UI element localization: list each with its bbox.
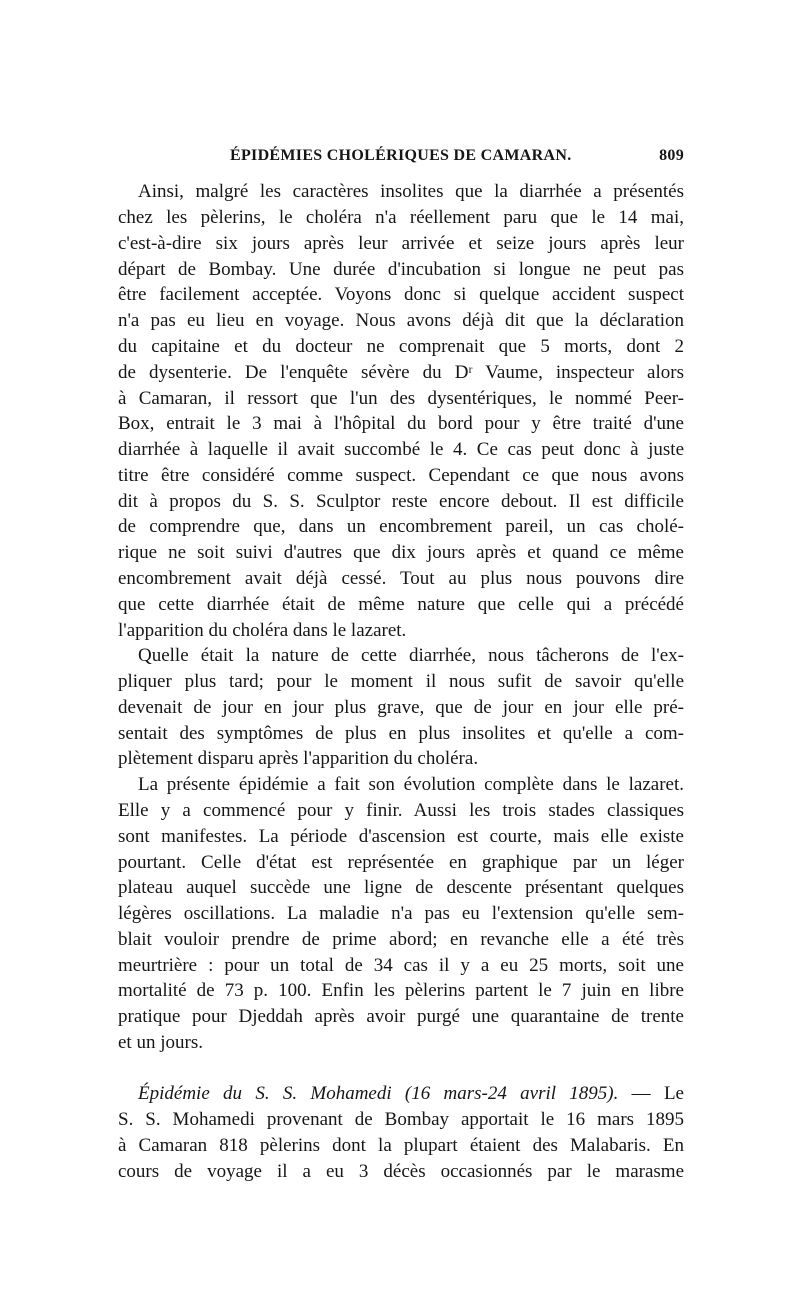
section-heading-line — [138, 1081, 684, 1107]
text-line: de dysenterie. De l'enquête sévère du Dʳ Vaume, inspecteur alors — [118, 362, 684, 383]
text-line: départ de Bombay. Une durée d'incubation si longue ne peut pas — [118, 259, 684, 280]
text-line: n'a pas eu lieu en voyage. Nous avons déjà dit que la déclaration — [118, 310, 684, 331]
text-line: pourtant. Celle d'état est représentée en graphique par un léger — [118, 852, 684, 873]
text-line: c'est-à-dire six jours après leur arrivée et seize jours après leur — [118, 233, 684, 254]
text-line: diarrhée à laquelle il avait succombé le 4. Ce cas peut donc à juste — [118, 439, 684, 460]
text-line: à Camaran, il ressort que l'un des dysentériques, le nommé Peer- — [118, 388, 684, 409]
text-line: de comprendre que, dans un encombrement pareil, un cas cholé- — [118, 516, 684, 537]
text-line: encombrement avait déjà cessé. Tout au plus nous pouvons dire — [118, 568, 684, 589]
text-line: pliquer plus tard; pour le moment il nous sufit de savoir qu'elle — [118, 671, 684, 692]
text-line: plètement disparu après l'apparition du choléra. — [118, 748, 479, 769]
text-line: mortalité de 73 p. 100. Enfin les pèlerins partent le 7 juin en libre — [118, 980, 684, 1001]
text-line: légères oscillations. La maladie n'a pas eu l'extension qu'elle sem- — [118, 903, 684, 924]
running-head: ÉPIDÉMIES CHOLÉRIQUES DE CAMARAN. — [230, 147, 572, 164]
page-header — [118, 143, 684, 171]
text-line: blait vouloir prendre de prime abord; en revanche elle a été très — [118, 929, 684, 950]
text-line: cours de voyage il a eu 3 décès occasionnés par le marasme — [118, 1161, 684, 1182]
text-line: titre être considéré comme suspect. Cependant ce que nous avons — [118, 465, 684, 486]
heading-continuation: — Le — [618, 1083, 684, 1104]
text-line: chez les pèlerins, le choléra n'a réellement paru que le 14 mai, — [118, 207, 684, 228]
text-line: que cette diarrhée était de même nature que celle qui a précédé — [118, 594, 684, 615]
text-line: du capitaine et du docteur ne comprenait que 5 morts, dont 2 — [118, 336, 684, 357]
text-line: sont manifestes. La période d'ascension est courte, mais elle existe — [118, 826, 684, 847]
text-line: à Camaran 818 pèlerins dont la plupart étaient des Malabaris. En — [118, 1135, 684, 1156]
text-line: plateau auquel succède une ligne de descente présentant quelques — [118, 877, 684, 898]
text-line: pratique pour Djeddah après avoir purgé une quarantaine de trente — [118, 1006, 684, 1027]
text-line: S. S. Mohamedi provenant de Bombay apportait le 16 mars 1895 — [118, 1109, 684, 1130]
text-line: Quelle était la nature de cette diarrhée, nous tâcherons de l'ex- — [138, 645, 684, 666]
text-line: dit à propos du S. S. Sculptor reste encore debout. Il est difficile — [118, 491, 684, 512]
page-number: 809 — [659, 147, 684, 164]
text-line: La présente épidémie a fait son évolution complète dans le lazaret. — [138, 774, 684, 795]
text-line: rique ne soit suivi d'autres que dix jours après et quand ce même — [118, 542, 684, 563]
text-line: et un jours. — [118, 1032, 203, 1053]
text-line: sentait des symptômes de plus en plus insolites et qu'elle a com- — [118, 723, 684, 744]
text-line: l'apparition du choléra dans le lazaret. — [118, 620, 407, 641]
section-heading: Épidémie du S. S. Mohamedi (16 mars-24 avril 1895). — [138, 1083, 619, 1104]
text-line: Box, entrait le 3 mai à l'hôpital du bord pour y être traité d'une — [118, 413, 684, 434]
text-line: meurtrière : pour un total de 34 cas il y a eu 25 morts, soit une — [118, 955, 684, 976]
text-line: Elle y a commencé pour y finir. Aussi les trois stades classiques — [118, 800, 684, 821]
text-line: Ainsi, malgré les caractères insolites que la diarrhée a présentés — [138, 181, 684, 202]
text-line: devenait de jour en jour plus grave, que de jour en jour elle pré- — [118, 697, 684, 718]
text-line: être facilement acceptée. Voyons donc si quelque accident suspect — [118, 284, 684, 305]
